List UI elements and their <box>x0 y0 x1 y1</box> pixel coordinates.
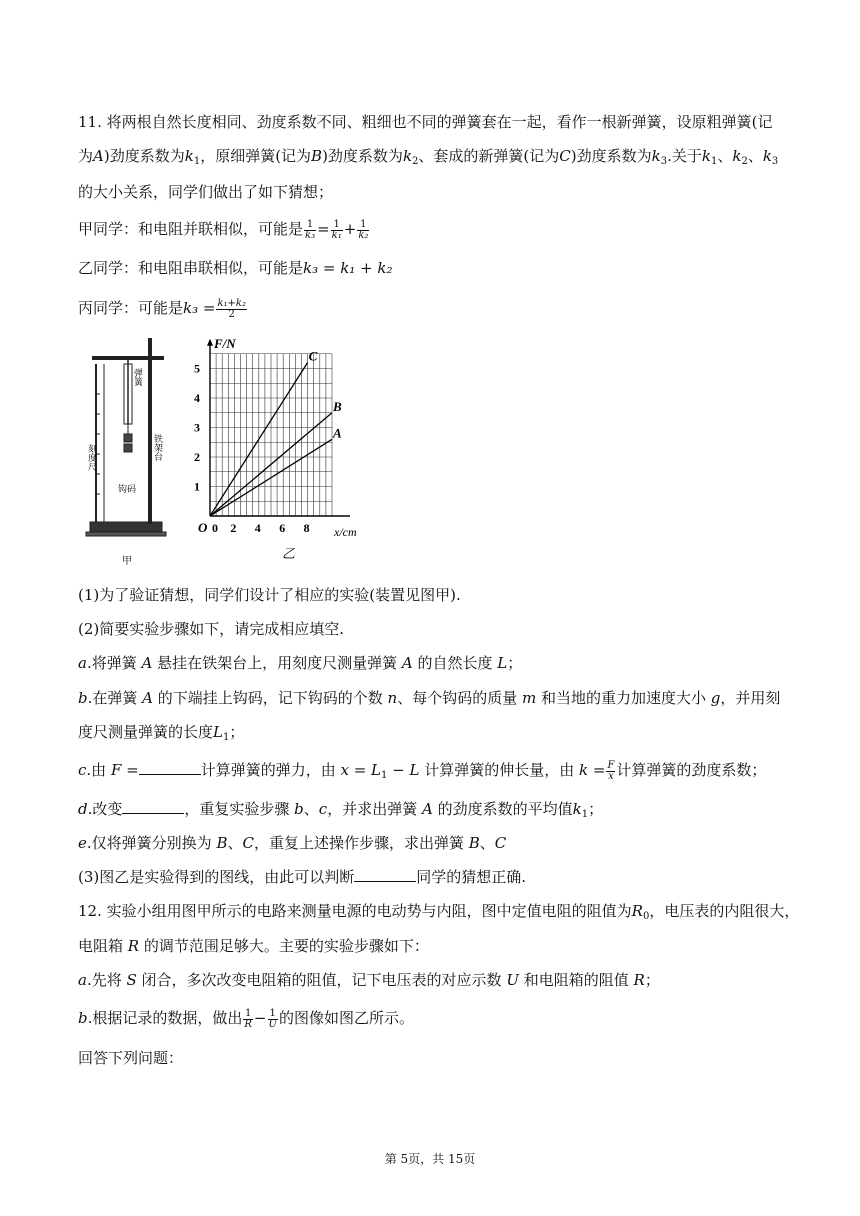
caption-yi: 乙 <box>282 546 296 561</box>
y-tick-label: 2 <box>194 450 200 464</box>
step-1: (1)为了验证猜想，同学们设计了相应的实验(装置见图甲). <box>78 586 461 604</box>
q12-line1: 12. 实验小组用图甲所示的电路来测量电源的电动势与内阻，图中定值电阻的阻值为$R_0$，电压表的内阻很大， <box>78 902 800 922</box>
y-tick-label: 5 <box>194 361 200 376</box>
bing-guess: 丙同学：可能是k₃ = $\frac{\text{k₁+k₂}}{2}$ <box>78 297 246 320</box>
blank-change[interactable] <box>122 799 184 814</box>
y-axis-arrow <box>207 339 213 346</box>
y-tick-label: 1 <box>194 479 200 494</box>
step-2: (2)简要实验步骤如下，请完成相应填空. <box>78 620 345 638</box>
step-c: c.由 F = 计算弹簧的弹力，由 $x = L_1 - L$ 计算弹簧的伸长量，由 k = $\frac{F}{x}$ 计算弹簧的劲度系数； <box>78 759 767 782</box>
y-tick-label: 3 <box>194 420 200 435</box>
series-label-a: A <box>333 425 342 441</box>
x-tick-label: 6 <box>279 521 286 535</box>
yi-guess: 乙同学：和电阻串联相似，可能是k₃ = k₁ + k₂ <box>78 259 393 277</box>
origin-label: O <box>198 520 208 535</box>
caption-jia: 甲 <box>122 556 132 567</box>
x-axis-label: x/cm <box>334 525 357 539</box>
x-tick-label: 8 <box>303 521 310 535</box>
blank-student[interactable] <box>354 867 416 882</box>
step-a: a.将弹簧 A 悬挂在铁架台上，用刻度尺测量弹簧 A 的自然长度 L； <box>78 654 523 672</box>
series-label-c: C <box>308 348 318 364</box>
q12-line2: 电阻箱 R 的调节范围足够大。主要的实验步骤如下： <box>78 937 429 955</box>
step-b-line2: 度尺测量弹簧的长度$L_1$； <box>78 723 245 743</box>
y-axis-label: F/N <box>214 335 236 351</box>
series-label-b: B <box>333 398 342 414</box>
stand-label: 铁架台 <box>153 434 163 461</box>
q12-step-a: a.先将 S 闭合，多次改变电阻箱的阻值，记下电压表的对应示数 U 和电阻箱的阻值 R； <box>78 971 660 989</box>
step-e: e.仅将弹簧分别换为 B、C，重复上述操作步骤，求出弹簧 B、C <box>78 834 507 852</box>
step-3: (3)图乙是实验得到的图线，由此可以判断 同学的猜想正确. <box>78 868 527 886</box>
weight-label: 钩码 <box>118 484 137 494</box>
yi-formula: k₃ = k₁ + k₂ <box>303 259 393 277</box>
jia-guess: 甲同学：和电阻并联相似，可能是 $\frac{1}{\text{k₃}}$ = $\frac{1}{\text{k₁}}$ + $\frac{1}{\text{k₂}}$ <box>78 218 369 241</box>
y-tick-label: 4 <box>194 391 200 405</box>
x-tick-label: 4 <box>254 521 261 535</box>
q12-answer-prompt: 回答下列问题： <box>78 1049 184 1067</box>
q12-step-b: b.根据记录的数据，做出 $\frac{1}{R}$ − $\frac{1}{U}$ 的图像如图乙所示。 <box>78 1007 414 1030</box>
x-tick-label: 2 <box>230 521 237 535</box>
experiment-figure <box>82 334 392 568</box>
q11-line3: 的大小关系，同学们做出了如下猜想； <box>78 183 334 201</box>
step-d: d.改变 ，重复实验步骤 b、c，并求出弹簧 A 的劲度系数的平均值$k_1$； <box>78 800 604 820</box>
spring-label: 弹簧 <box>133 368 143 386</box>
x-tick-label: 0 <box>212 521 218 535</box>
force-extension-chart <box>194 336 357 539</box>
step-b-line1: b.在弹簧 A 的下端挂上钩码，记下钩码的个数 n、每个钩码的质量 m 和当地的重力加速度大小 g，并用刻 <box>78 689 781 707</box>
blank-force[interactable] <box>139 760 201 775</box>
q11-line1: 11. 将两根自然长度相同、劲度系数不同、粗细也不同的弹簧套在一起，看作一根新弹簧，设原粗弹簧(记 <box>78 113 773 131</box>
q11-line2: 为A)劲度系数为$k_1$，原细弹簧(记为B)劲度系数为$k_2$、套成的新弹簧(记为C)劲度系数为$k_3$.关于$k_1$、$k_2$、$k_3$ <box>78 147 779 167</box>
page-footer: 第 5页，共 15页 <box>384 1152 476 1166</box>
ruler-label: 刻度尺 <box>87 444 97 471</box>
